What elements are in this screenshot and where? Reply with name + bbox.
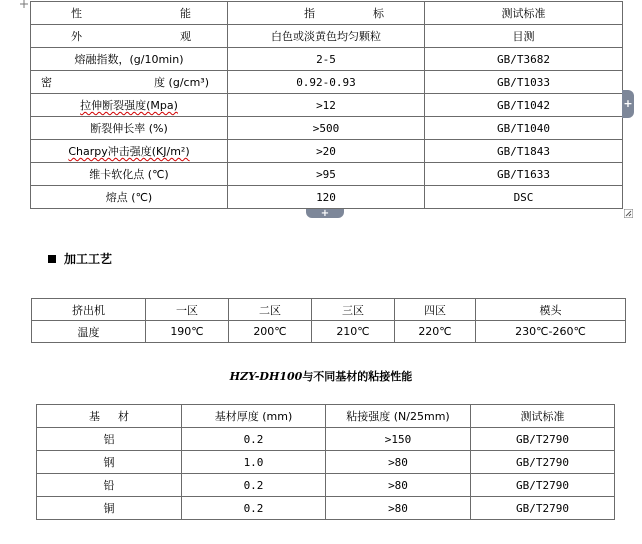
property-cell[interactable]: 熔点 (℃) [31, 186, 228, 209]
strength-cell[interactable]: >80 [326, 451, 471, 474]
plus-icon: + [320, 208, 330, 219]
table-header-row [31, 2, 623, 25]
header-test-standard[interactable]: 测试标准 [425, 2, 623, 25]
zone-2-temp[interactable]: 200℃ [229, 321, 312, 343]
standard-cell[interactable]: GB/T1040 [425, 117, 623, 140]
table-row [37, 451, 615, 474]
strength-cell[interactable]: >150 [326, 428, 471, 451]
standard-cell[interactable]: GB/T3682 [425, 48, 623, 71]
add-row-button[interactable] [306, 209, 344, 218]
standard-cell[interactable]: GB/T2790 [471, 474, 615, 497]
header-index[interactable]: 指 标 [228, 2, 425, 25]
header-substrate[interactable]: 基 材 [37, 405, 182, 428]
table-row [31, 25, 623, 48]
zone-3-temp[interactable]: 210℃ [312, 321, 395, 343]
table-row [31, 117, 623, 140]
header-zone-3[interactable]: 三区 [312, 299, 395, 321]
value-cell[interactable]: >500 [228, 117, 425, 140]
property-cell[interactable]: 熔融指数，(g/10min) [31, 48, 228, 71]
standard-cell[interactable]: 目测 [425, 25, 623, 48]
value-cell[interactable]: >20 [228, 140, 425, 163]
die-temp[interactable]: 230℃-260℃ [476, 321, 626, 343]
table-row [37, 497, 615, 520]
standard-cell[interactable]: DSC [425, 186, 623, 209]
value-cell[interactable]: 2-5 [228, 48, 425, 71]
thickness-cell[interactable]: 0.2 [182, 497, 326, 520]
property-cell[interactable]: 维卡软化点 (℃) [31, 163, 228, 186]
table-row [31, 186, 623, 209]
header-zone-2[interactable]: 二区 [229, 299, 312, 321]
table-row [31, 140, 623, 163]
header-property[interactable]: 性 能 [31, 2, 228, 25]
table-row [31, 163, 623, 186]
table-row [31, 48, 623, 71]
properties-table [30, 1, 623, 209]
standard-cell[interactable]: GB/T2790 [471, 451, 615, 474]
header-extruder[interactable]: 挤出机 [32, 299, 146, 321]
adhesion-title: HZY-DH100与不同基材的粘接性能 [229, 370, 413, 383]
substrate-cell[interactable]: 铜 [37, 497, 182, 520]
standard-cell[interactable]: GB/T1033 [425, 71, 623, 94]
table-row [31, 94, 623, 117]
header-test-standard[interactable]: 测试标准 [471, 405, 615, 428]
table-resize-handle-icon[interactable] [624, 209, 633, 218]
header-strength[interactable]: 粘接强度 (N/25mm) [326, 405, 471, 428]
header-thickness[interactable]: 基材厚度 (mm) [182, 405, 326, 428]
standard-cell[interactable]: GB/T1843 [425, 140, 623, 163]
standard-cell[interactable]: GB/T2790 [471, 497, 615, 520]
thickness-cell[interactable]: 1.0 [182, 451, 326, 474]
row-label-temperature[interactable]: 温度 [32, 321, 146, 343]
value-cell[interactable]: >95 [228, 163, 425, 186]
thickness-cell[interactable]: 0.2 [182, 428, 326, 451]
add-column-button[interactable] [622, 90, 634, 118]
header-zone-1[interactable]: 一区 [146, 299, 229, 321]
table-header-row [32, 299, 626, 321]
substrate-cell[interactable]: 钢 [37, 451, 182, 474]
zone-1-temp[interactable]: 190℃ [146, 321, 229, 343]
table-move-handle-icon[interactable] [20, 0, 28, 8]
strength-cell[interactable]: >80 [326, 497, 471, 520]
table-row [37, 474, 615, 497]
square-bullet-icon [48, 255, 56, 263]
standard-cell[interactable]: GB/T2790 [471, 428, 615, 451]
substrate-cell[interactable]: 铝 [37, 428, 182, 451]
header-die[interactable]: 模头 [476, 299, 626, 321]
table-row [37, 428, 615, 451]
property-cell[interactable]: 外 观 [31, 25, 228, 48]
section-heading-processing: 加工工艺 [48, 250, 112, 267]
value-cell[interactable]: 0.92-0.93 [228, 71, 425, 94]
table-row [32, 321, 626, 343]
plus-icon: + [623, 97, 633, 110]
header-zone-4[interactable]: 四区 [395, 299, 476, 321]
zone-4-temp[interactable]: 220℃ [395, 321, 476, 343]
strength-cell[interactable]: >80 [326, 474, 471, 497]
value-cell[interactable]: 白色或淡黄色均匀颗粒 [228, 25, 425, 48]
thickness-cell[interactable]: 0.2 [182, 474, 326, 497]
adhesion-table [36, 404, 615, 520]
property-cell[interactable]: 断裂伸长率 (%) [31, 117, 228, 140]
property-cell[interactable]: 拉伸断裂强度(Mpa) [31, 94, 228, 117]
table-row [31, 71, 623, 94]
substrate-cell[interactable]: 铅 [37, 474, 182, 497]
processing-table [31, 298, 626, 343]
value-cell[interactable]: 120 [228, 186, 425, 209]
standard-cell[interactable]: GB/T1042 [425, 94, 623, 117]
property-cell[interactable]: 密 度 (g/cm³) [31, 71, 228, 94]
value-cell[interactable]: >12 [228, 94, 425, 117]
property-cell[interactable]: Charpy冲击强度(KJ/m²) [31, 140, 228, 163]
standard-cell[interactable]: GB/T1633 [425, 163, 623, 186]
table-header-row [37, 405, 615, 428]
